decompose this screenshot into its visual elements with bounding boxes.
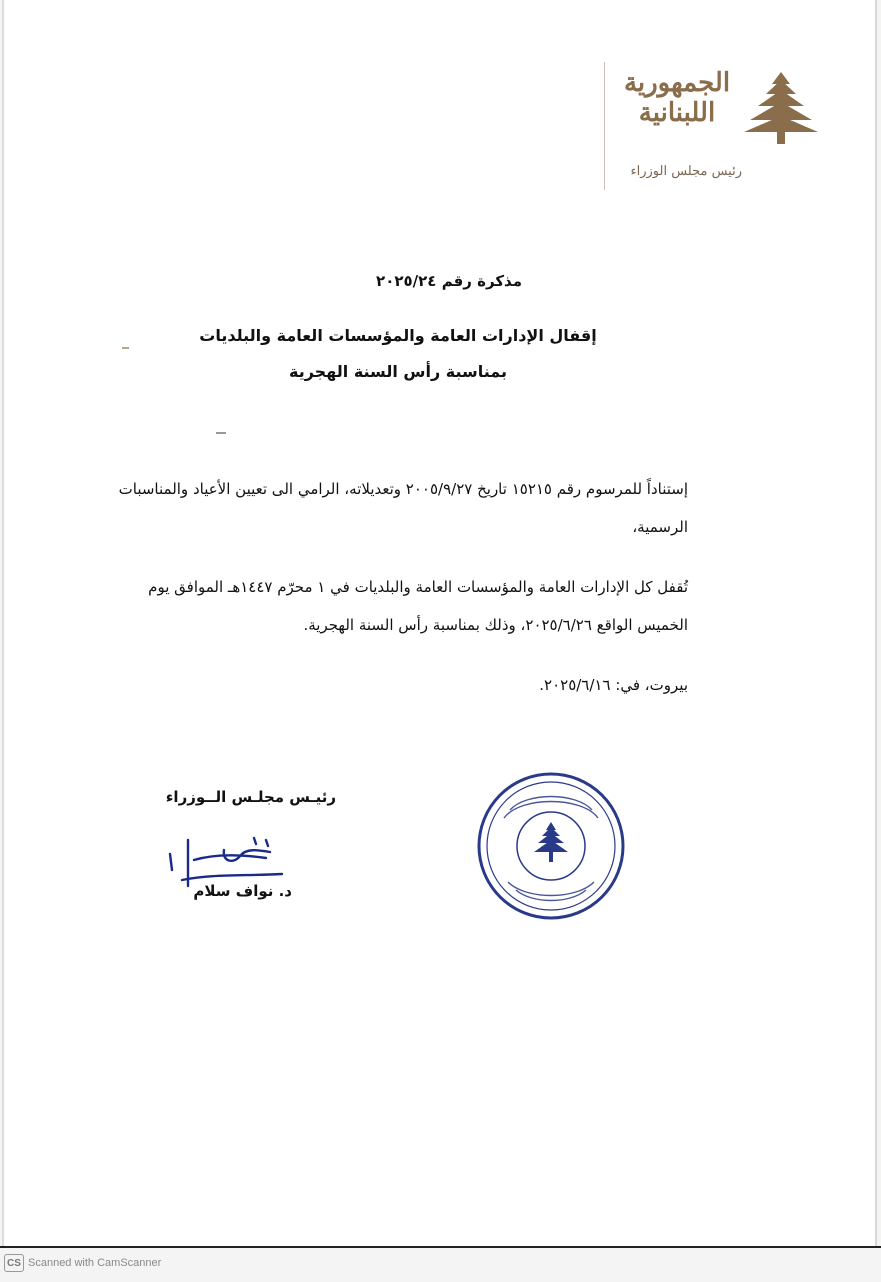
camscanner-text: Scanned with CamScanner <box>28 1257 162 1269</box>
memo-subject-line2: بمناسبة رأس السنة الهجرية <box>289 362 507 381</box>
camscanner-watermark <box>4 1254 161 1272</box>
body-paragraph-2: تُقفل كل الإدارات العامة والمؤسسات العامة والبلديات في ١ محرّم ١٤٤٧هـ الموافق يوم الخميس الواقع ٢٠٢٥/٦/٢٦، وذلك بمناسبة رأس السنة الهجرية. <box>148 578 688 634</box>
signatory-name: د. نواف سلام <box>193 882 292 900</box>
body-paragraph-1: إستناداً للمرسوم رقم ١٥٢١٥ تاريخ ٢٠٠٥/٩/٢٧ وتعديلاته، الرامي الى تعيين الأعياد والمناسبات الرسمية، <box>118 480 688 536</box>
emblem-text-line2: اللبنانية <box>638 98 716 128</box>
memo-number: مذكرة رقم ٢٠٢٥/٢٤ <box>376 272 522 290</box>
official-stamp <box>476 770 626 922</box>
place-date-line: بيروت، في: ٢٠٢٥/٦/١٦. <box>539 676 688 694</box>
scan-mark <box>216 432 226 434</box>
document-page <box>2 0 877 1246</box>
republic-emblem-text <box>612 68 742 128</box>
handwritten-signature <box>142 830 292 890</box>
signatory-title: رئيـس مجلـس الــوزراء <box>165 788 336 806</box>
office-label: رئيس مجلس الوزراء <box>630 164 742 179</box>
scan-mark <box>122 347 129 349</box>
cedar-tree-icon <box>742 70 820 146</box>
memo-subject-line1: إقفال الإدارات العامة والمؤسسات العامة والبلديات <box>199 326 597 345</box>
emblem-text-line1: الجمهورية <box>623 68 731 98</box>
header-divider <box>604 62 605 190</box>
camscanner-logo-icon: CS <box>4 1254 24 1272</box>
